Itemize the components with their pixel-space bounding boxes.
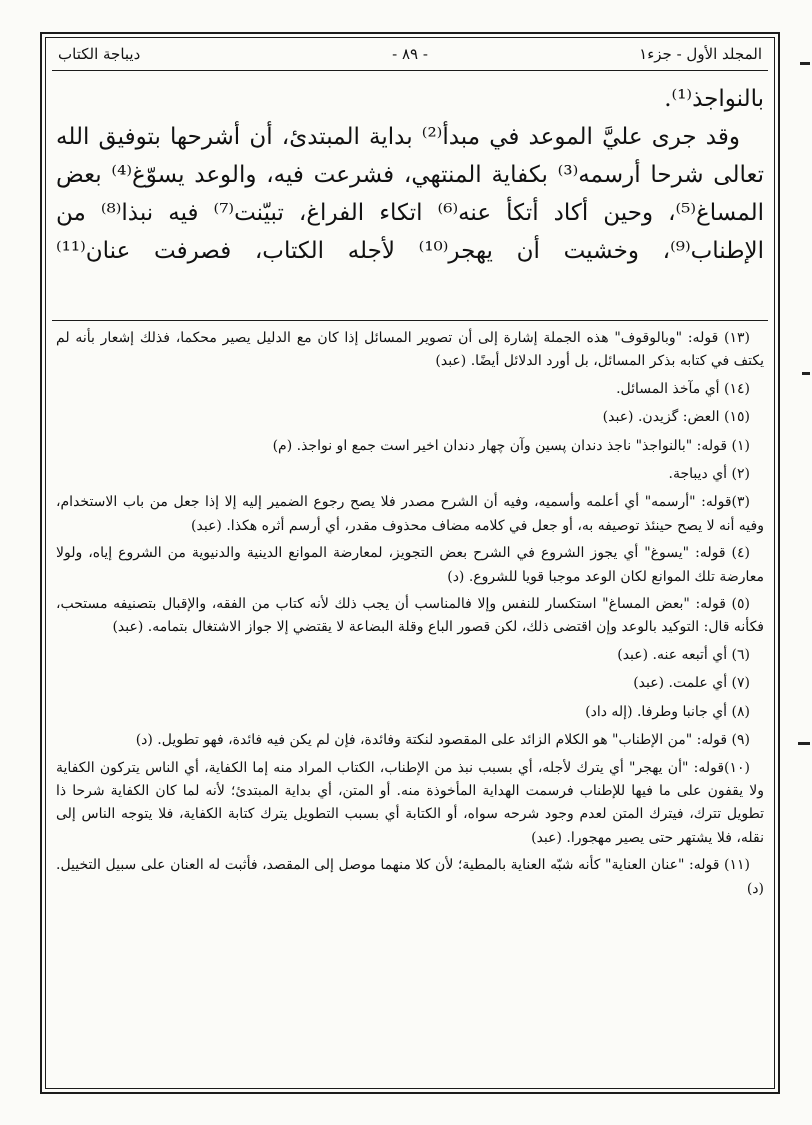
header-divider — [52, 70, 768, 71]
main-paragraph: وقد جرى عليَّ الموعد في مبدأ⁽²⁾ بداية المبتدئ، أن أشرحها بتوفيق الله تعالى شرحا أرسمه⁽³⁾ بكفاية المنتهي، فشرعت فيه، والوعد يسوّغ⁽⁴⁾ بعض المساغ⁽⁵⁾، وحين أكاد أتكأ عنه⁽⁶⁾ اتكاء الفراغ، تبيّنت⁽⁷⁾ فيه نبذا⁽⁸⁾ من الإطناب⁽⁹⁾، وخشيت أن يهجر⁽¹⁰⁾ لأجله الكتاب، فصرفت عنان⁽¹¹⁾ — [56, 124, 765, 264]
footnote: (٥) قوله: "بعض المساغ" استكسار للنفس وإلا فالمناسب أن يجب ذلك لأنه كتاب من الفقه، والإقبال بتصنيفه مستحب، فكأنه قال: التوكيد بالوعد وإن اقتضى ذلك، لكن قصور الباع وقلة البضاعة لا يقتضي إلا جواز الاشتغال بتمامه. (عبد) — [56, 596, 764, 636]
footnote: (٢) أي ديباجة. — [668, 466, 750, 483]
footnote: (٣)قوله: "أرسمه" أي أعلمه وأسميه، وفيه أن الشرح مصدر فلا يصح رجوع الضمير إليه إلا إذا جعل من باب الاستخدام، وفيه أنه لا يصح حينئذ توصيفه به، أو جعل في كلامه مضاف محذوف مقدر، أي أرسم أثره هكذا. (عبد) — [56, 494, 764, 534]
footnote: (١٤) أي مآخذ المسائل. — [616, 380, 750, 397]
scan-artifact — [802, 372, 810, 375]
page-number: - ٨٩ - — [392, 45, 428, 63]
footnote: (٦) أي أتبعه عنه. (عبد) — [617, 646, 750, 663]
footnote: (٩) قوله: "من الإطناب" هو الكلام الزائد على المقصود لنكتة وفائدة، فإن لم يكن فيه فائدة، فهو تطويل. (د) — [135, 732, 750, 749]
footnote: (٨) أي جانبا وطرفا. (إله داد) — [585, 703, 750, 720]
footnote: (١٥) العض: گزيدن. (عبد) — [602, 409, 750, 426]
main-paragraph: بالنواجذ⁽¹⁾. — [664, 86, 764, 112]
footnote: (١٠)قوله: "أن يهجر" أي يترك لأجله، أي بسبب نبذ من الإطناب، الكتاب المراد منه إما الكفاية، أي الناس يتركون الكفاية ولا يقفون على ما فيها للإطناب فرسمت الهداية المأخوذة منه. أو المتن، أي بداية المبتدئ؛ لأنه لما كان الكفاية شرحا ذا تطويل تترك، فيترك المتن لعدم وجود شرحه سواه، أو الكتابة أي بسبب التطويل يترك كتابة الكفاية، فلا يتوجه الناس إلى نقله، فلا يشتهر حتى يصير مهجورا. (عبد) — [56, 759, 764, 846]
section-title: ديباجة الكتاب — [58, 45, 141, 63]
page-frame — [40, 32, 780, 1094]
notes-divider — [52, 320, 768, 321]
page-header — [54, 42, 766, 68]
scan-artifact — [800, 62, 810, 65]
footnote: (٧) أي علمت. (عبد) — [633, 675, 750, 692]
footnote: (١٣) قوله: "وبالوقوف" هذه الجملة إشارة إلى أن تصوير المسائل إذا كان مع الدليل يصير محكما، فذلك إشعار بأنه لم يكتف في كتابه بذكر المسائل، بل أورد الدلائل أيضًا. (عبد) — [56, 330, 764, 370]
volume-label: المجلد الأول - جزء١ — [639, 45, 762, 63]
footnotes — [56, 327, 764, 1087]
footnote: (٤) قوله: "يسوغ" أي يجوز الشروع في الشرح بعض التجويز، لمعارضة الموانع الدينية والدنيوية من الشروع إياه، ولولا معارضة تلك الموانع لكان الوعد موجبا قويا للشروع. (د) — [56, 545, 764, 585]
footnote: (١١) قوله: "عنان العناية" كأنه شبّه العناية بالمطية؛ لأن كلا منهما موصل إلى المقصد، فأثبت له العنان على سبيل التخييل. (د) — [56, 857, 764, 897]
scan-artifact — [798, 742, 810, 745]
main-text — [56, 80, 764, 310]
footnote: (١) قوله: "بالنواجذ" ناجذ دندان پسين وآن چهار دندان اخير است جمع او نواجذ. (م) — [272, 437, 750, 454]
